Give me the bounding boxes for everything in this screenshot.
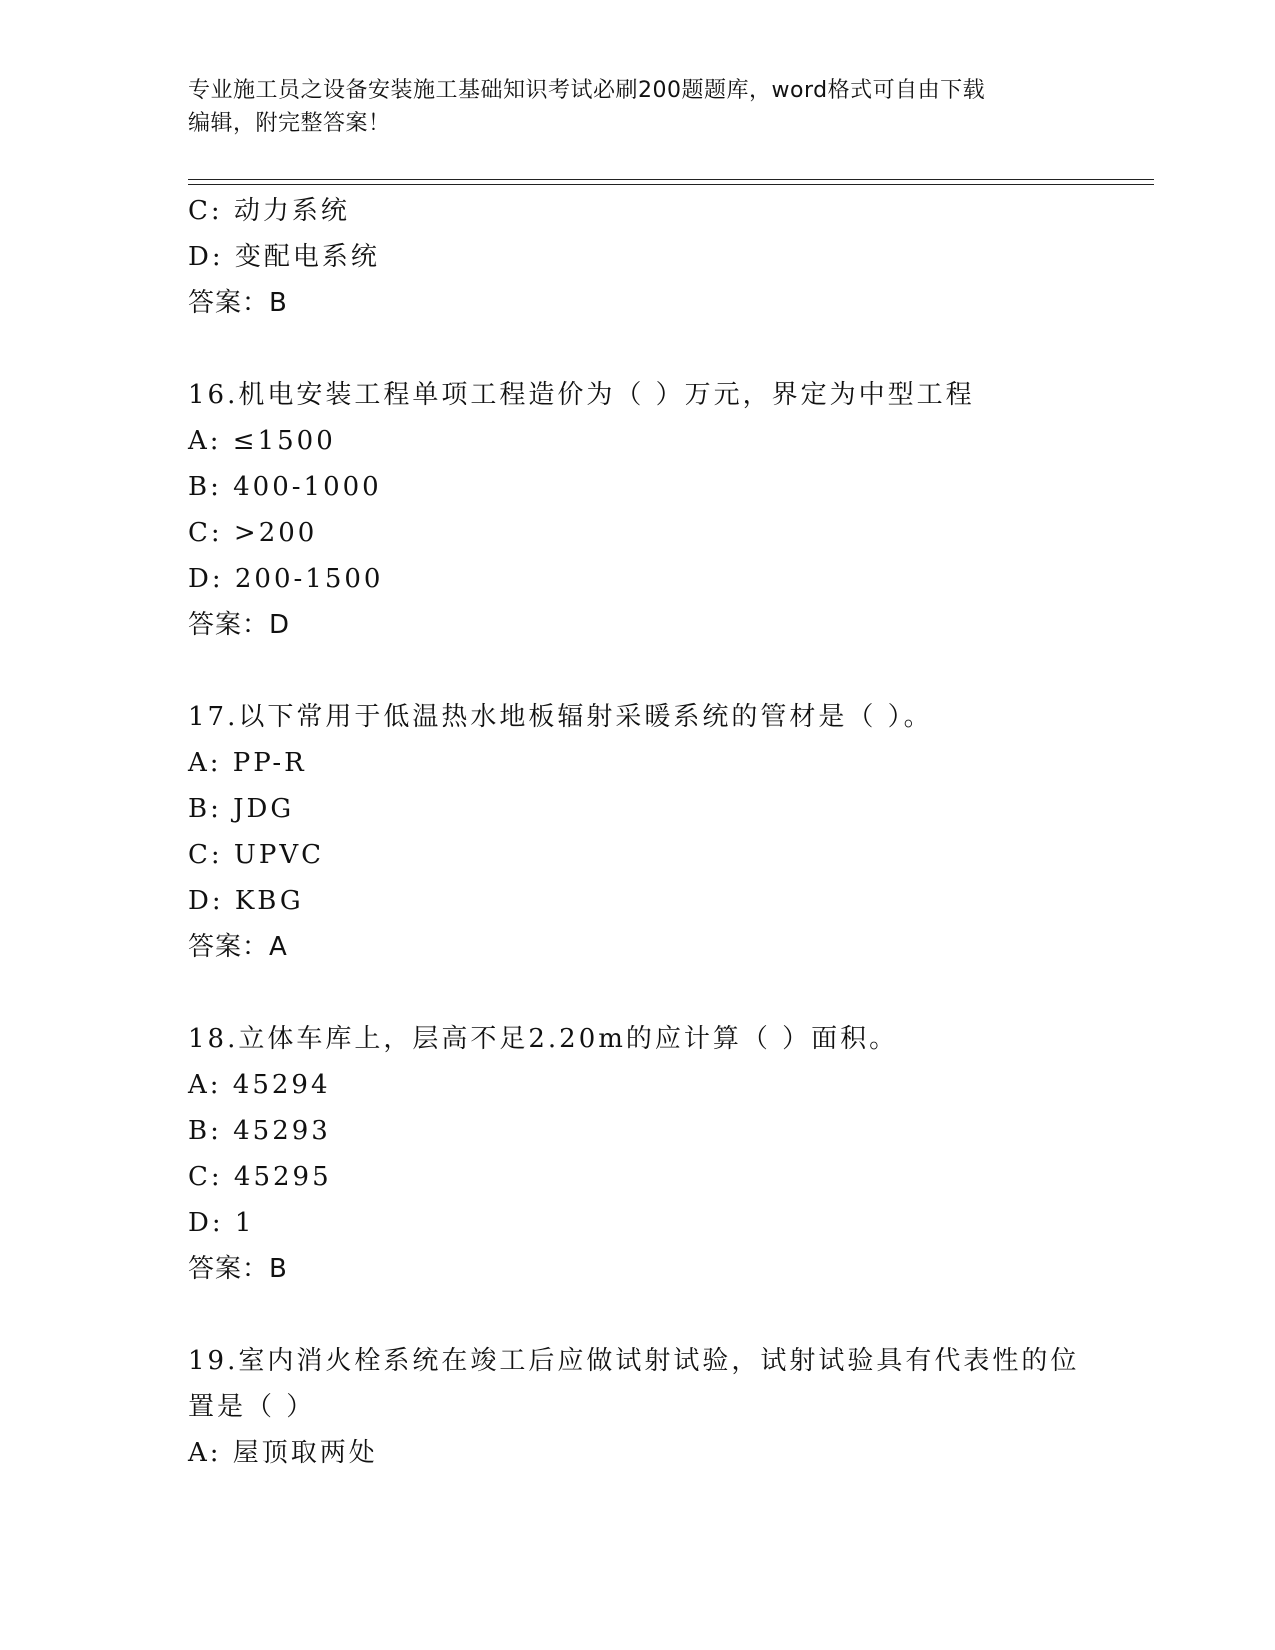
answer-label: 答案：B [188, 288, 288, 318]
option-c: C: >200 [188, 518, 318, 548]
option-a: A: 45294 [188, 1070, 331, 1100]
document-header: 专业施工员之设备安装施工基础知识考试必刷200题题库，word格式可自由下载 编辑，附完整答案！ [188, 78, 986, 136]
header-divider [188, 179, 1154, 180]
option-c: C: UPVC [188, 840, 324, 870]
question-stem: 17.以下常用于低温热水地板辐射采暖系统的管材是（ ）。 [188, 702, 933, 732]
answer-label: 答案：B [188, 1254, 288, 1284]
question-15-continuation [188, 188, 1088, 326]
question-list [188, 188, 1088, 1476]
question-18 [188, 1016, 1088, 1292]
option-d: D: KBG [188, 886, 304, 916]
question-stem: 18.立体车库上，层高不足2.20m的应计算（ ）面积。 [188, 1024, 899, 1054]
option-b: B: 400-1000 [188, 472, 382, 502]
question-stem: 16.机电安装工程单项工程造价为（ ）万元，界定为中型工程 [188, 380, 975, 410]
question-16 [188, 372, 1088, 648]
header-divider-double [188, 184, 1154, 185]
question-stem-line-2: 置是（ ） [188, 1392, 316, 1422]
option-b: B: 45293 [188, 1116, 331, 1146]
option-a: A: 屋顶取两处 [188, 1438, 378, 1468]
option-b: B: JDG [188, 794, 295, 824]
question-17 [188, 694, 1088, 970]
question-stem-line-1: 19.室内消火栓系统在竣工后应做试射试验，试射试验具有代表性的位 [188, 1346, 1080, 1376]
option-d: D: 1 [188, 1208, 255, 1238]
answer-label: 答案：D [188, 610, 291, 640]
question-19 [188, 1338, 1088, 1476]
answer-label: 答案：A [188, 932, 288, 962]
option-d: D: 200-1500 [188, 564, 384, 594]
option-d: D: 变配电系统 [188, 242, 380, 272]
option-a: A: ≤1500 [188, 426, 336, 456]
option-c: C: 45295 [188, 1162, 332, 1192]
option-c: C: 动力系统 [188, 196, 350, 226]
option-a: A: PP-R [188, 748, 307, 778]
